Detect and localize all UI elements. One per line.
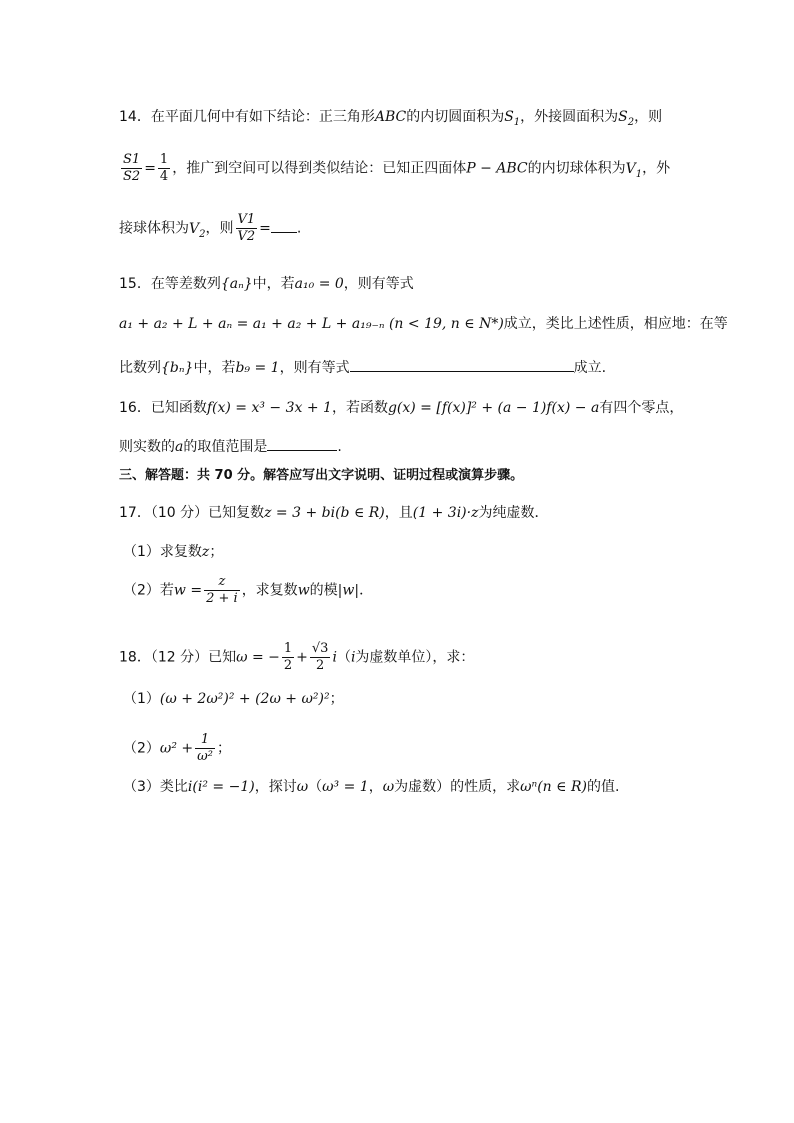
q14-line-1: 14．在平面几何中有如下结论：正三角形ABC的内切圆面积为$S_1$，外接圆面积为$S_2$，则 bbox=[119, 109, 663, 128]
ratio-v1-v2: $\frac{V1}{V2}$ bbox=[237, 212, 256, 244]
function-g: g(x) = [f(x)]² + (a − 1)f(x) − a bbox=[387, 400, 600, 416]
q15-line-1: 15．在等差数列{aₙ}中，若a₁₀ = 0，则有等式 bbox=[119, 276, 414, 292]
product-expr: (1 + 3i)·z bbox=[412, 505, 479, 521]
arithmetic-identity: a₁ + a₂ + L + aₙ = a₁ + a₂ + L + a₁₉₋ₙ bbox=[119, 316, 385, 332]
i-squared: (i² = −1) bbox=[192, 779, 255, 795]
omega-cubed: ω³ = 1 bbox=[322, 779, 369, 795]
condition-b9: b₉ = 1 bbox=[235, 360, 280, 376]
condition-a10: a₁₀ = 0 bbox=[294, 276, 344, 292]
ratio-one-quarter: $\frac{1}{4}$ bbox=[159, 152, 169, 184]
variable-a: a bbox=[175, 439, 184, 455]
q18-part-3: （3）类比i(i² = −1)，探讨ω（ω³ = 1，ω为虚数）的性质，求ωⁿ(n ∈ R)的值. bbox=[123, 779, 620, 795]
omega-expr-2: ω² + bbox=[159, 740, 194, 757]
q17-part-1: （1）求复数z； bbox=[123, 544, 224, 560]
omega-frac-2: $\frac{√3}{2}$ bbox=[311, 641, 329, 673]
q18-part-1: （1）(ω + 2ω²)² + (2ω + ω²)²； bbox=[123, 691, 344, 707]
volume-v1: $V_1$ bbox=[625, 160, 643, 180]
volume-v2: $V_2$ bbox=[189, 220, 206, 240]
sequence-b: {bₙ} bbox=[161, 360, 194, 376]
answer-blank-14 bbox=[271, 218, 297, 233]
q14-line-3: 接球体积为$V_2$，则 $\frac{V1}{V2}$ = . bbox=[119, 212, 302, 244]
w-fraction: $\frac{z}{2 + i}$ bbox=[206, 574, 238, 606]
area-s2: $S_2$ bbox=[618, 109, 635, 128]
q15-line-3: 比数列{bₙ}中，若b₉ = 1，则有等式 成立. bbox=[119, 357, 606, 378]
q17-line-1: 17．（10 分）已知复数z = 3 + bi(b ∈ R)，且(1 + 3i)·z为纯虚数． bbox=[119, 505, 549, 521]
answer-blank-16 bbox=[267, 436, 337, 451]
function-f: f(x) = x³ − 3x + 1 bbox=[206, 400, 332, 416]
q17-part-2: （2）若w = $\frac{z}{2 + i}$ ，求复数w的模|w|． bbox=[123, 574, 374, 606]
omega-frac-3: $\frac{1}{\text{ω²}}$ bbox=[197, 732, 213, 764]
complex-z: z = 3 + bi(b ∈ R) bbox=[264, 505, 385, 521]
q15-line-2: a₁ + a₂ + L + aₙ = a₁ + a₂ + L + a₁₉₋ₙ (n < 19, n ∈ N*)成立，类比上述性质，相应地：在等 bbox=[119, 316, 728, 332]
q16-line-2: 则实数的a的取值范围是 . bbox=[119, 436, 342, 457]
answer-blank-15 bbox=[350, 357, 574, 372]
ratio-s1-s2: $\frac{S1}{S2}$ bbox=[123, 152, 141, 184]
modulus-w: |w| bbox=[337, 582, 360, 599]
omega-power-n: ωⁿ bbox=[520, 779, 538, 795]
identity-domain: (n < 19, n ∈ N*) bbox=[388, 316, 504, 332]
triangle-abc: ABC bbox=[374, 109, 407, 125]
q14-line-2: $\frac{S1}{S2}$ = $\frac{1}{4}$ ，推广到空间可以得到类似结论：已知正四面体P − ABC的内切球体积为$V_1$，外 bbox=[123, 152, 671, 184]
omega-expr-1: (ω + 2ω²)² + (2ω + ω²)² bbox=[159, 691, 330, 707]
tetrahedron-pabc: P − ABC bbox=[466, 160, 528, 177]
area-s1: $S_1$ bbox=[504, 109, 521, 128]
section-3-heading: 三、解答题：共 70 分。解答应写出文字说明、证明过程或演算步骤。 bbox=[119, 468, 524, 483]
q18-part-2: （2）ω² + $\frac{1}{\text{ω²}}$ ； bbox=[123, 732, 231, 764]
q16-line-1: 16．已知函数f(x) = x³ − 3x + 1，若函数g(x) = [f(x)]² + (a − 1)f(x) − a有四个零点， bbox=[119, 400, 684, 416]
omega-frac-1: $\frac{1}{2}$ bbox=[283, 641, 293, 673]
q18-line-1: 18．（12 分）已知ω = − $\frac{1}{2}$ + $\frac{√3}{2}$ i（i为虚数单位），求： bbox=[119, 641, 475, 673]
sequence-a: {aₙ} bbox=[220, 276, 253, 292]
